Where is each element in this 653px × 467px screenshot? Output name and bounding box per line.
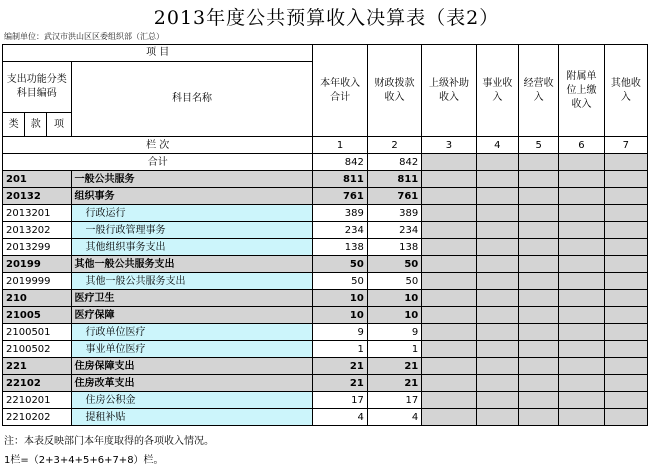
row-code: 2019999 [3,273,72,290]
table-row [3,358,648,375]
row-code: 221 [3,358,72,375]
header-subject-name: 科目名称 [71,62,313,137]
row-c5 [519,392,559,409]
row-c1: 234 [313,222,367,239]
row-c3 [422,307,476,324]
table-row [3,409,648,426]
report-title: 2013年度公共预算收入决算表（表2） [153,7,500,29]
total-label: 合计 [3,154,313,171]
row-c4 [476,358,518,375]
col-num-1: 1 [313,137,367,154]
table-row [3,392,648,409]
row-c4 [476,188,518,205]
table-row [3,222,648,239]
total-c5 [519,154,559,171]
col-header-1: 本年收入合计 [313,45,367,137]
table-row [3,239,648,256]
header-lei: 类 [3,113,25,137]
row-c5 [519,171,559,188]
col-header-6: 附属单位上缴收入 [559,45,604,137]
row-subject-name: 其他组织事务支出 [71,239,313,256]
row-code: 21005 [3,307,72,324]
col-num-2: 2 [367,137,421,154]
row-c2: 234 [367,222,421,239]
row-c1: 811 [313,171,367,188]
row-code: 2100502 [3,341,72,358]
table-row [3,290,648,307]
row-c4 [476,205,518,222]
row-c3 [422,256,476,273]
row-code: 20132 [3,188,72,205]
col-header-4: 事业收入 [476,45,518,137]
row-c6 [559,392,604,409]
row-code: 22102 [3,375,72,392]
row-c5 [519,222,559,239]
row-c3 [422,409,476,426]
row-c7 [604,239,647,256]
unit-label: 编制单位：武汉市洪山区区委组织部（汇总） [4,32,164,41]
table-row [3,273,648,290]
row-c5 [519,256,559,273]
row-c4 [476,392,518,409]
row-c4 [476,273,518,290]
col-num-4: 4 [476,137,518,154]
row-c3 [422,205,476,222]
row-c1: 4 [313,409,367,426]
col-header-3: 上级补助收入 [422,45,476,137]
row-subject-name: 行政单位医疗 [71,324,313,341]
row-code: 2013201 [3,205,72,222]
row-c5 [519,307,559,324]
row-c1: 138 [313,239,367,256]
row-c5 [519,290,559,307]
row-c6 [559,256,604,273]
row-c2: 1 [367,341,421,358]
row-c7 [604,409,647,426]
row-c4 [476,290,518,307]
row-c2: 17 [367,392,421,409]
row-c4 [476,409,518,426]
header-xiang: 项 [47,113,71,137]
row-c3 [422,222,476,239]
row-c6 [559,324,604,341]
row-c4 [476,375,518,392]
header-kuan: 款 [25,113,47,137]
row-subject-name: 医疗保障 [71,307,313,324]
table-row [3,307,648,324]
header-code-group: 支出功能分类科目编码 [3,62,72,113]
col-header-7: 其他收入 [604,45,647,137]
col-num-6: 6 [559,137,604,154]
header-xiangmu: 项 目 [3,45,313,62]
row-code: 20199 [3,256,72,273]
total-c7 [604,154,647,171]
row-c7 [604,324,647,341]
row-c3 [422,239,476,256]
row-subject-name: 其他一般公共服务支出 [71,273,313,290]
row-c7 [604,307,647,324]
row-subject-name: 组织事务 [71,188,313,205]
row-c6 [559,273,604,290]
row-c7 [604,222,647,239]
row-c2: 10 [367,307,421,324]
row-c4 [476,222,518,239]
row-c7 [604,256,647,273]
table-row [3,324,648,341]
row-subject-name: 住房改革支出 [71,375,313,392]
row-c4 [476,324,518,341]
row-code: 201 [3,171,72,188]
row-c3 [422,273,476,290]
row-c7 [604,290,647,307]
row-c7 [604,392,647,409]
row-c6 [559,188,604,205]
note-2: 1栏=（2+3+4+5+6+7+8）栏。 [4,455,164,466]
row-c2: 9 [367,324,421,341]
row-c7 [604,273,647,290]
lanci-row [3,137,648,154]
row-c2: 4 [367,409,421,426]
row-c7 [604,375,647,392]
row-c6 [559,358,604,375]
total-c3 [422,154,476,171]
note-1: 注：本表反映部门本年度取得的各项收入情况。 [4,436,214,447]
row-c6 [559,239,604,256]
row-subject-name: 住房公积金 [71,392,313,409]
row-code: 210 [3,290,72,307]
row-c2: 811 [367,171,421,188]
row-c3 [422,324,476,341]
row-c6 [559,307,604,324]
table-row [3,256,648,273]
row-c2: 138 [367,239,421,256]
header-row-1 [3,45,648,62]
total-row [3,154,648,171]
row-code: 2210201 [3,392,72,409]
row-c6 [559,222,604,239]
row-c1: 1 [313,341,367,358]
row-c5 [519,324,559,341]
row-c4 [476,239,518,256]
row-c7 [604,171,647,188]
total-c1: 842 [313,154,367,171]
table-row [3,205,648,222]
col-header-2: 财政拨款收入 [367,45,421,137]
row-c1: 389 [313,205,367,222]
row-c1: 10 [313,290,367,307]
row-code: 2210202 [3,409,72,426]
row-c3 [422,188,476,205]
col-num-7: 7 [604,137,647,154]
row-c2: 50 [367,256,421,273]
row-c3 [422,290,476,307]
row-c5 [519,205,559,222]
row-c2: 21 [367,375,421,392]
col-num-5: 5 [519,137,559,154]
row-c1: 9 [313,324,367,341]
table-row [3,375,648,392]
col-header-5: 经营收入 [519,45,559,137]
row-c2: 21 [367,358,421,375]
row-c7 [604,205,647,222]
row-c2: 50 [367,273,421,290]
row-c6 [559,205,604,222]
total-c4 [476,154,518,171]
row-c5 [519,341,559,358]
row-subject-name: 行政运行 [71,205,313,222]
row-subject-name: 住房保障支出 [71,358,313,375]
row-c5 [519,409,559,426]
row-subject-name: 一般行政管理事务 [71,222,313,239]
header-lanci: 栏 次 [3,137,313,154]
row-subject-name: 一般公共服务 [71,171,313,188]
row-c3 [422,375,476,392]
row-c2: 761 [367,188,421,205]
row-c1: 21 [313,358,367,375]
table-row [3,188,648,205]
row-c4 [476,171,518,188]
total-c2: 842 [367,154,421,171]
table-row [3,341,648,358]
row-c2: 10 [367,290,421,307]
row-c1: 17 [313,392,367,409]
row-c6 [559,171,604,188]
row-subject-name: 医疗卫生 [71,290,313,307]
row-c4 [476,307,518,324]
row-c3 [422,171,476,188]
row-c7 [604,188,647,205]
row-c3 [422,341,476,358]
row-c1: 50 [313,273,367,290]
row-c5 [519,273,559,290]
row-c4 [476,341,518,358]
row-c1: 21 [313,375,367,392]
row-c6 [559,375,604,392]
budget-table [2,44,648,426]
row-subject-name: 其他一般公共服务支出 [71,256,313,273]
total-c6 [559,154,604,171]
row-subject-name: 事业单位医疗 [71,341,313,358]
row-c3 [422,358,476,375]
row-code: 2013202 [3,222,72,239]
row-code: 2013299 [3,239,72,256]
row-c5 [519,358,559,375]
row-c1: 10 [313,307,367,324]
row-c6 [559,290,604,307]
row-c5 [519,239,559,256]
row-c7 [604,341,647,358]
row-c5 [519,188,559,205]
row-c4 [476,256,518,273]
row-c3 [422,392,476,409]
row-c1: 50 [313,256,367,273]
row-c7 [604,358,647,375]
row-c2: 389 [367,205,421,222]
row-c1: 761 [313,188,367,205]
row-c6 [559,341,604,358]
row-c5 [519,375,559,392]
row-c6 [559,409,604,426]
row-code: 2100501 [3,324,72,341]
table-row [3,171,648,188]
col-num-3: 3 [422,137,476,154]
row-subject-name: 提租补贴 [71,409,313,426]
